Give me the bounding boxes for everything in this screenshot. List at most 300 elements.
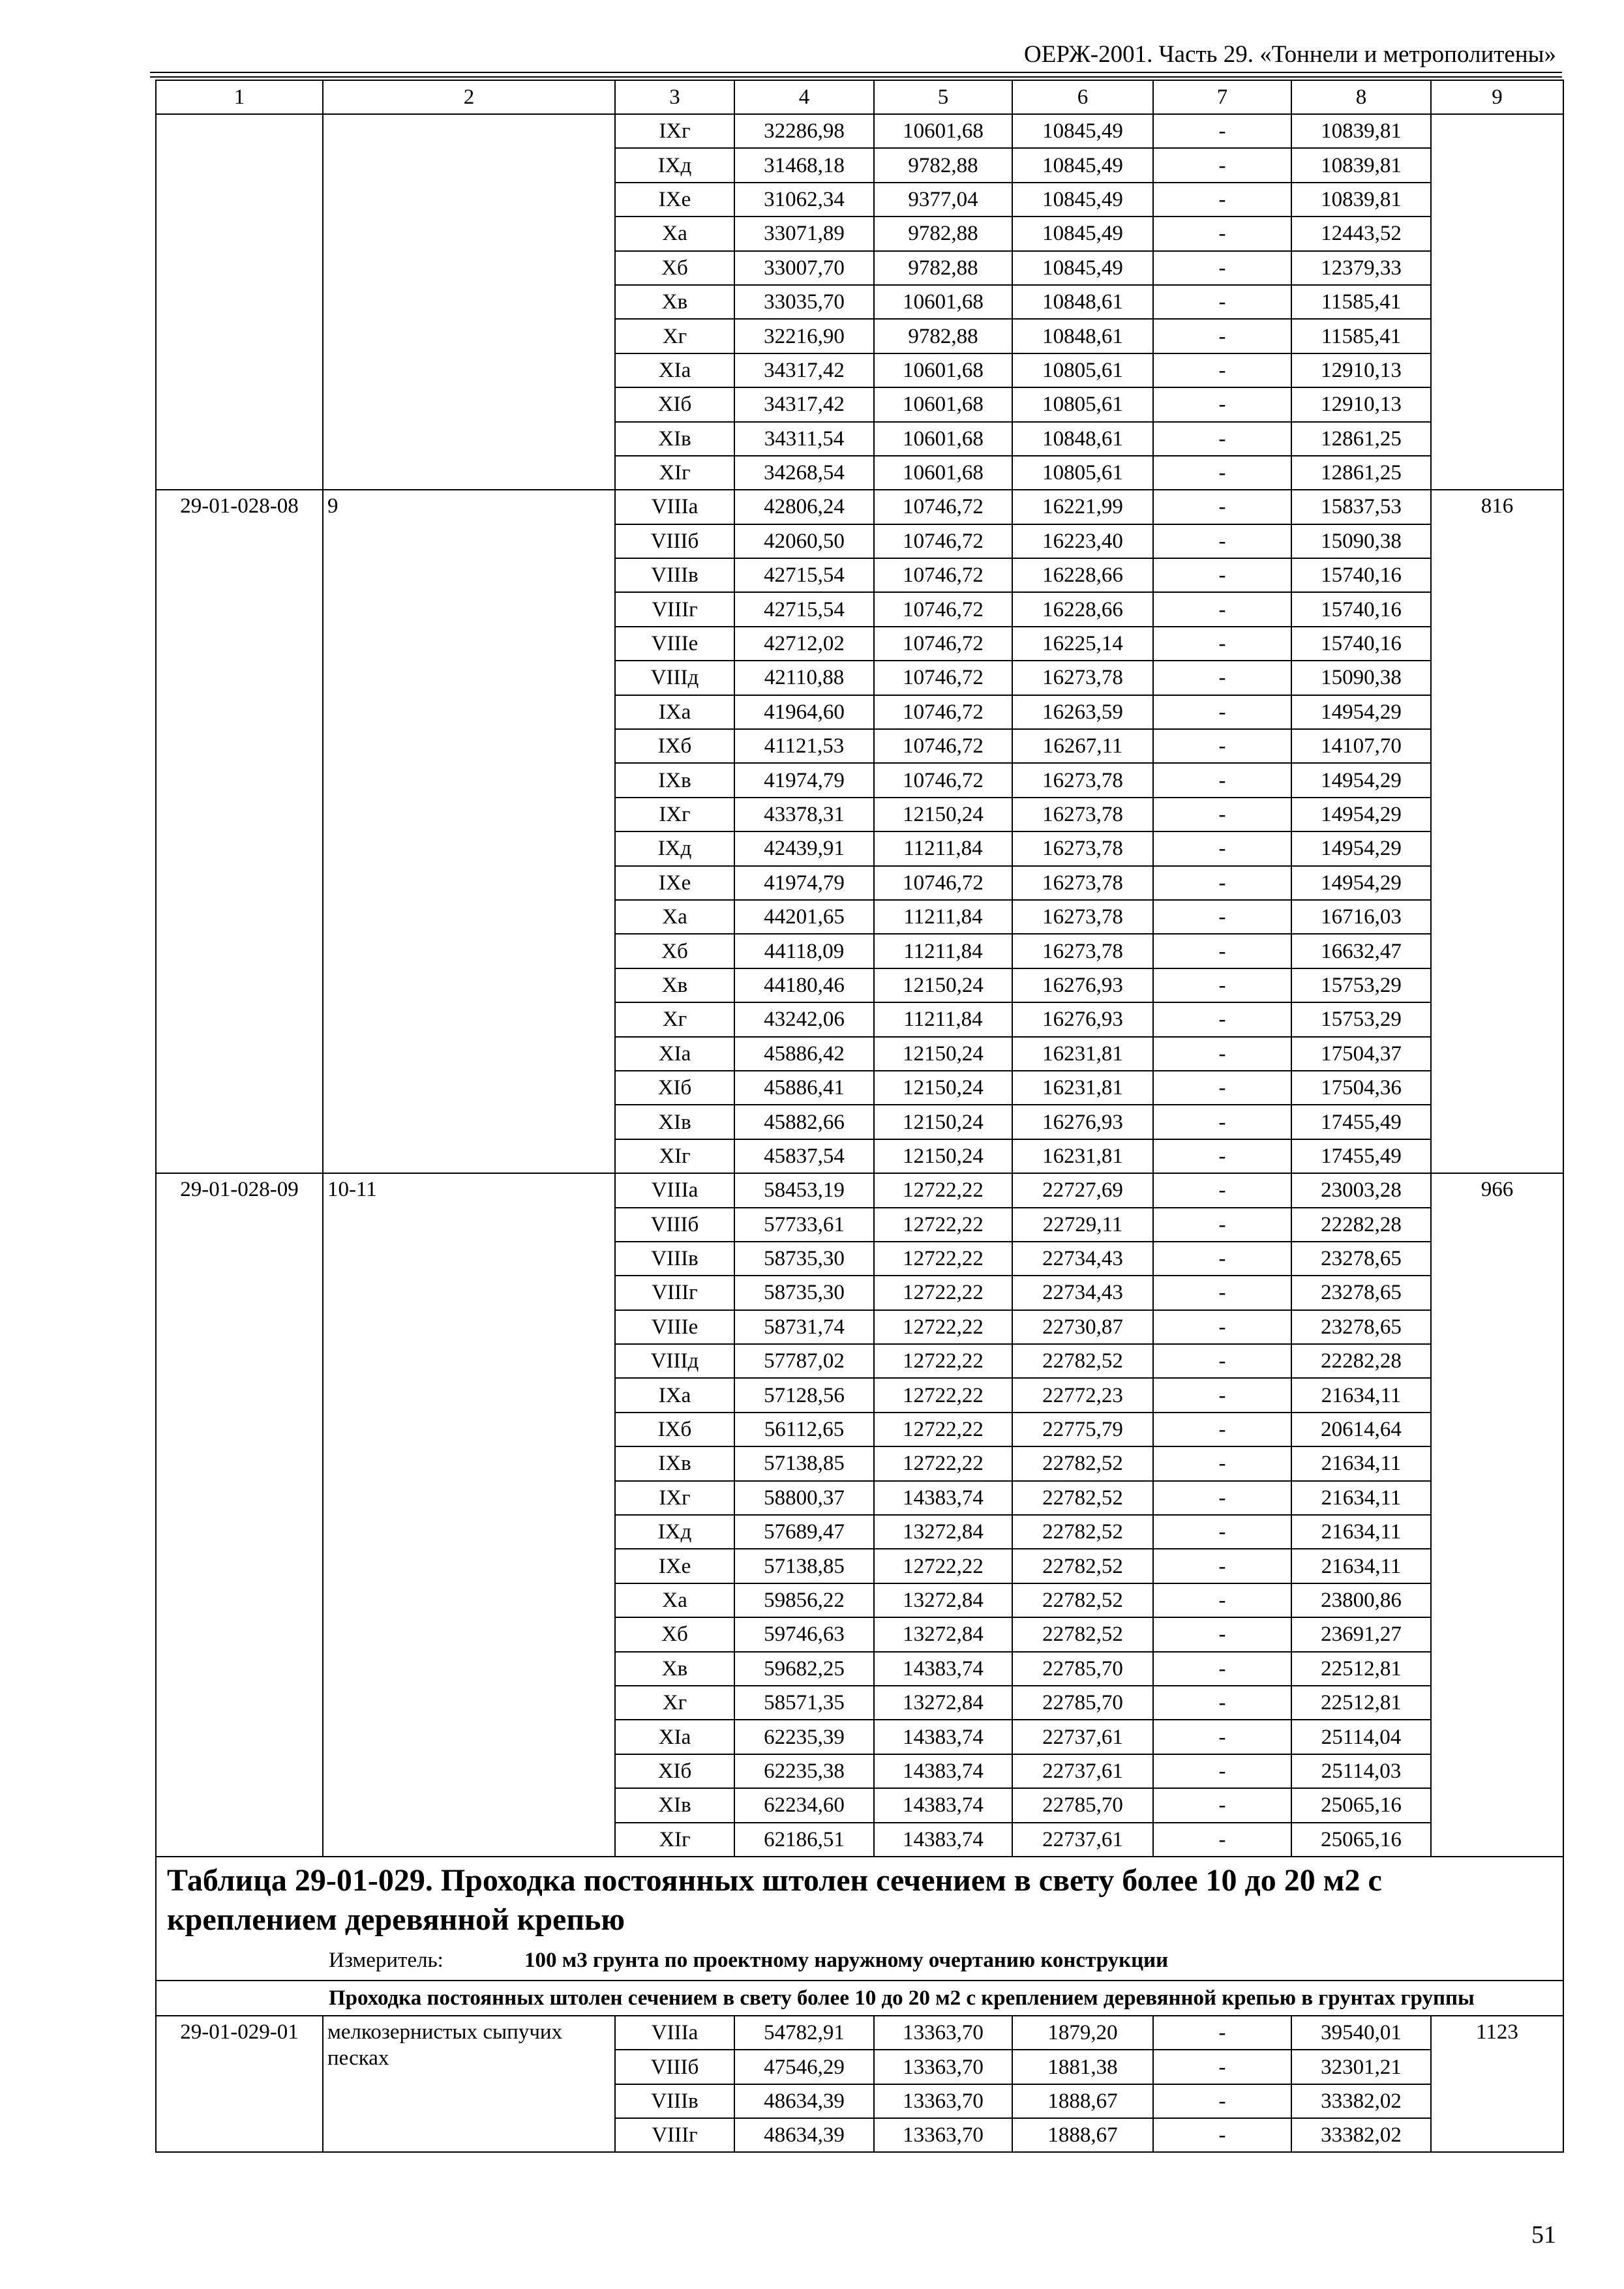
labor-cost-cell: 9782,88 xyxy=(874,319,1012,353)
soil-group-cell: Xв xyxy=(615,1652,734,1686)
labor-cost-cell: 12722,22 xyxy=(874,1446,1012,1480)
soil-group-cell: IXв xyxy=(615,763,734,797)
machine-cost-cell: 16221,99 xyxy=(1012,490,1153,524)
column-number-4: 4 xyxy=(734,80,874,114)
machine-cost-cell: 22782,52 xyxy=(1012,1549,1153,1583)
total-cost-cell: 34311,54 xyxy=(734,422,874,456)
soil-group-cell: XIа xyxy=(615,1720,734,1754)
rates-table xyxy=(155,80,1564,2153)
machinist-cost-cell: - xyxy=(1153,2050,1291,2084)
soil-group-cell: VIIIб xyxy=(615,1208,734,1242)
table-row xyxy=(156,490,1563,524)
labor-hours-cell: 816 xyxy=(1431,490,1563,1173)
machinist-cost-cell: - xyxy=(1153,353,1291,387)
labor-cost-cell: 9782,88 xyxy=(874,251,1012,285)
total-cost-cell: 45886,41 xyxy=(734,1071,874,1105)
materials-cost-cell: 12443,52 xyxy=(1291,217,1431,250)
labor-cost-cell: 12722,22 xyxy=(874,1173,1012,1207)
soil-group-cell: VIIIг xyxy=(615,2118,734,2152)
table-row xyxy=(156,114,1563,148)
machine-cost-cell: 1879,20 xyxy=(1012,2016,1153,2050)
soil-group-cell: Xб xyxy=(615,934,734,968)
materials-cost-cell: 16632,47 xyxy=(1291,934,1431,968)
labor-cost-cell: 9782,88 xyxy=(874,217,1012,250)
labor-cost-cell: 13363,70 xyxy=(874,2084,1012,2118)
total-cost-cell: 57733,61 xyxy=(734,1208,874,1242)
machine-cost-cell: 22785,70 xyxy=(1012,1652,1153,1686)
machine-cost-cell: 16276,93 xyxy=(1012,968,1153,1002)
total-cost-cell: 41121,53 xyxy=(734,729,874,763)
labor-cost-cell: 10601,68 xyxy=(874,387,1012,421)
labor-cost-cell: 12722,22 xyxy=(874,1344,1012,1378)
total-cost-cell: 42712,02 xyxy=(734,627,874,661)
soil-group-cell: Xг xyxy=(615,319,734,353)
labor-cost-cell: 10601,68 xyxy=(874,285,1012,319)
soil-group-cell: VIIIе xyxy=(615,627,734,661)
total-cost-cell: 57689,47 xyxy=(734,1515,874,1549)
soil-group-cell: IXе xyxy=(615,866,734,900)
materials-cost-cell: 22512,81 xyxy=(1291,1686,1431,1720)
soil-group-cell: IXг xyxy=(615,114,734,148)
labor-cost-cell: 14383,74 xyxy=(874,1652,1012,1686)
description-cell xyxy=(323,114,615,490)
soil-group-cell: VIIIб xyxy=(615,2050,734,2084)
materials-cost-cell: 15090,38 xyxy=(1291,661,1431,695)
table-title-row xyxy=(156,1857,1563,1981)
machinist-cost-cell: - xyxy=(1153,1788,1291,1822)
materials-cost-cell: 39540,01 xyxy=(1291,2016,1431,2050)
machinist-cost-cell: - xyxy=(1153,1139,1291,1173)
materials-cost-cell: 14954,29 xyxy=(1291,831,1431,865)
materials-cost-cell: 12910,13 xyxy=(1291,387,1431,421)
machinist-cost-cell: - xyxy=(1153,1344,1291,1378)
total-cost-cell: 42060,50 xyxy=(734,524,874,558)
soil-group-cell: Xа xyxy=(615,217,734,250)
total-cost-cell: 41964,60 xyxy=(734,695,874,729)
soil-group-cell: Xб xyxy=(615,1617,734,1651)
machine-cost-cell: 22782,52 xyxy=(1012,1515,1153,1549)
machine-cost-cell: 16273,78 xyxy=(1012,934,1153,968)
soil-group-cell: XIа xyxy=(615,353,734,387)
machine-cost-cell: 1888,67 xyxy=(1012,2084,1153,2118)
machinist-cost-cell: - xyxy=(1153,1617,1291,1651)
machine-cost-cell: 16231,81 xyxy=(1012,1139,1153,1173)
labor-cost-cell: 12150,24 xyxy=(874,798,1012,831)
machinist-cost-cell: - xyxy=(1153,661,1291,695)
total-cost-cell: 59746,63 xyxy=(734,1617,874,1651)
soil-group-cell: XIв xyxy=(615,1788,734,1822)
total-cost-cell: 58453,19 xyxy=(734,1173,874,1207)
total-cost-cell: 32216,90 xyxy=(734,319,874,353)
labor-cost-cell: 10746,72 xyxy=(874,729,1012,763)
soil-group-cell: VIIIб xyxy=(615,524,734,558)
unit-label: Измеритель: xyxy=(329,1948,444,1972)
total-cost-cell: 45837,54 xyxy=(734,1139,874,1173)
machine-cost-cell: 10845,49 xyxy=(1012,114,1153,148)
total-cost-cell: 34317,42 xyxy=(734,353,874,387)
total-cost-cell: 44180,46 xyxy=(734,968,874,1002)
machinist-cost-cell: - xyxy=(1153,422,1291,456)
soil-group-cell: Xа xyxy=(615,900,734,934)
soil-group-cell: IXг xyxy=(615,798,734,831)
total-cost-cell: 62235,38 xyxy=(734,1754,874,1788)
labor-cost-cell: 10601,68 xyxy=(874,456,1012,490)
soil-group-cell: IXе xyxy=(615,1549,734,1583)
soil-group-cell: VIIIв xyxy=(615,1242,734,1276)
materials-cost-cell: 23278,65 xyxy=(1291,1310,1431,1344)
soil-group-cell: IXв xyxy=(615,1446,734,1480)
machine-cost-cell: 22730,87 xyxy=(1012,1310,1153,1344)
materials-cost-cell: 25114,04 xyxy=(1291,1720,1431,1754)
materials-cost-cell: 33382,02 xyxy=(1291,2118,1431,2152)
machinist-cost-cell: - xyxy=(1153,558,1291,592)
machine-cost-cell: 16228,66 xyxy=(1012,558,1153,592)
soil-group-cell: Xа xyxy=(615,1583,734,1617)
description-cell: мелкозернистых сыпучих песках xyxy=(323,2016,615,2153)
labor-cost-cell: 11211,84 xyxy=(874,831,1012,865)
column-number-7: 7 xyxy=(1153,80,1291,114)
labor-cost-cell: 12722,22 xyxy=(874,1242,1012,1276)
labor-cost-cell: 13272,84 xyxy=(874,1617,1012,1651)
labor-cost-cell: 10601,68 xyxy=(874,114,1012,148)
materials-cost-cell: 21634,11 xyxy=(1291,1515,1431,1549)
machinist-cost-cell: - xyxy=(1153,251,1291,285)
machine-cost-cell: 16263,59 xyxy=(1012,695,1153,729)
labor-cost-cell: 11211,84 xyxy=(874,900,1012,934)
materials-cost-cell: 11585,41 xyxy=(1291,319,1431,353)
labor-cost-cell: 12722,22 xyxy=(874,1413,1012,1446)
machinist-cost-cell: - xyxy=(1153,524,1291,558)
machinist-cost-cell: - xyxy=(1153,729,1291,763)
soil-group-cell: VIIIе xyxy=(615,1310,734,1344)
materials-cost-cell: 25065,16 xyxy=(1291,1823,1431,1857)
machinist-cost-cell: - xyxy=(1153,217,1291,250)
total-cost-cell: 48634,39 xyxy=(734,2118,874,2152)
total-cost-cell: 54782,91 xyxy=(734,2016,874,2050)
materials-cost-cell: 14954,29 xyxy=(1291,798,1431,831)
materials-cost-cell: 17455,49 xyxy=(1291,1139,1431,1173)
machinist-cost-cell: - xyxy=(1153,798,1291,831)
machine-cost-cell: 10848,61 xyxy=(1012,422,1153,456)
soil-group-cell: VIIIа xyxy=(615,2016,734,2050)
labor-hours-cell: 1123 xyxy=(1431,2016,1563,2153)
machinist-cost-cell: - xyxy=(1153,456,1291,490)
machine-cost-cell: 10805,61 xyxy=(1012,456,1153,490)
rate-code-cell: 29-01-028-08 xyxy=(156,490,323,1173)
machine-cost-cell: 22782,52 xyxy=(1012,1344,1153,1378)
soil-group-cell: XIа xyxy=(615,1037,734,1071)
machine-cost-cell: 22775,79 xyxy=(1012,1413,1153,1446)
machine-cost-cell: 16225,14 xyxy=(1012,627,1153,661)
machinist-cost-cell: - xyxy=(1153,1105,1291,1139)
machine-cost-cell: 22785,70 xyxy=(1012,1788,1153,1822)
materials-cost-cell: 12910,13 xyxy=(1291,353,1431,387)
soil-group-cell: XIг xyxy=(615,1823,734,1857)
machine-cost-cell: 10805,61 xyxy=(1012,387,1153,421)
materials-cost-cell: 12861,25 xyxy=(1291,456,1431,490)
machine-cost-cell: 16273,78 xyxy=(1012,900,1153,934)
labor-cost-cell: 10601,68 xyxy=(874,422,1012,456)
materials-cost-cell: 33382,02 xyxy=(1291,2084,1431,2118)
description-cell: 9 xyxy=(323,490,615,1173)
soil-group-cell: IXд xyxy=(615,831,734,865)
rate-code-cell: 29-01-029-01 xyxy=(156,2016,323,2153)
machinist-cost-cell: - xyxy=(1153,1208,1291,1242)
unit-value: 100 м3 грунта по проектному наружному очертанию конструкции xyxy=(524,1948,1169,1972)
machine-cost-cell: 22782,52 xyxy=(1012,1481,1153,1515)
section-subheader-row xyxy=(156,1981,1563,2016)
soil-group-cell: XIг xyxy=(615,1139,734,1173)
machine-cost-cell: 16231,81 xyxy=(1012,1037,1153,1071)
machinist-cost-cell: - xyxy=(1153,934,1291,968)
column-number-2: 2 xyxy=(323,80,615,114)
total-cost-cell: 34317,42 xyxy=(734,387,874,421)
labor-cost-cell: 12722,22 xyxy=(874,1378,1012,1412)
unit-line xyxy=(160,1942,1559,1980)
machinist-cost-cell: - xyxy=(1153,968,1291,1002)
total-cost-cell: 33071,89 xyxy=(734,217,874,250)
materials-cost-cell: 11585,41 xyxy=(1291,285,1431,319)
machinist-cost-cell: - xyxy=(1153,2016,1291,2050)
total-cost-cell: 41974,79 xyxy=(734,866,874,900)
machine-cost-cell: 22729,11 xyxy=(1012,1208,1153,1242)
column-number-row xyxy=(156,80,1563,114)
total-cost-cell: 31062,34 xyxy=(734,183,874,217)
materials-cost-cell: 17504,37 xyxy=(1291,1037,1431,1071)
materials-cost-cell: 15837,53 xyxy=(1291,490,1431,524)
labor-cost-cell: 10746,72 xyxy=(874,627,1012,661)
machinist-cost-cell: - xyxy=(1153,627,1291,661)
soil-group-cell: IXб xyxy=(615,729,734,763)
machine-cost-cell: 22772,23 xyxy=(1012,1378,1153,1412)
materials-cost-cell: 15740,16 xyxy=(1291,592,1431,626)
materials-cost-cell: 22282,28 xyxy=(1291,1208,1431,1242)
total-cost-cell: 57138,85 xyxy=(734,1549,874,1583)
materials-cost-cell: 12861,25 xyxy=(1291,422,1431,456)
machinist-cost-cell: - xyxy=(1153,2084,1291,2118)
labor-cost-cell: 14383,74 xyxy=(874,1754,1012,1788)
machine-cost-cell: 10845,49 xyxy=(1012,148,1153,182)
machine-cost-cell: 16273,78 xyxy=(1012,763,1153,797)
labor-cost-cell: 12722,22 xyxy=(874,1549,1012,1583)
column-number-3: 3 xyxy=(615,80,734,114)
machinist-cost-cell: - xyxy=(1153,1515,1291,1549)
total-cost-cell: 57787,02 xyxy=(734,1344,874,1378)
labor-cost-cell: 12722,22 xyxy=(874,1208,1012,1242)
machine-cost-cell: 16273,78 xyxy=(1012,866,1153,900)
labor-cost-cell: 10601,68 xyxy=(874,353,1012,387)
machine-cost-cell: 10848,61 xyxy=(1012,285,1153,319)
machinist-cost-cell: - xyxy=(1153,1276,1291,1309)
machine-cost-cell: 16267,11 xyxy=(1012,729,1153,763)
machinist-cost-cell: - xyxy=(1153,114,1291,148)
materials-cost-cell: 23800,86 xyxy=(1291,1583,1431,1617)
labor-cost-cell: 10746,72 xyxy=(874,558,1012,592)
materials-cost-cell: 10839,81 xyxy=(1291,183,1431,217)
table-row xyxy=(156,1173,1563,1207)
labor-cost-cell: 10746,72 xyxy=(874,763,1012,797)
total-cost-cell: 42715,54 xyxy=(734,592,874,626)
labor-cost-cell: 12722,22 xyxy=(874,1310,1012,1344)
machinist-cost-cell: - xyxy=(1153,695,1291,729)
labor-cost-cell: 12150,24 xyxy=(874,968,1012,1002)
materials-cost-cell: 12379,33 xyxy=(1291,251,1431,285)
total-cost-cell: 62235,39 xyxy=(734,1720,874,1754)
materials-cost-cell: 14107,70 xyxy=(1291,729,1431,763)
labor-cost-cell: 13272,84 xyxy=(874,1583,1012,1617)
soil-group-cell: VIIIд xyxy=(615,1344,734,1378)
labor-cost-cell: 12722,22 xyxy=(874,1276,1012,1309)
soil-group-cell: IXа xyxy=(615,1378,734,1412)
labor-cost-cell: 13272,84 xyxy=(874,1686,1012,1720)
total-cost-cell: 48634,39 xyxy=(734,2084,874,2118)
machinist-cost-cell: - xyxy=(1153,1720,1291,1754)
labor-hours-cell xyxy=(1431,114,1563,490)
materials-cost-cell: 14954,29 xyxy=(1291,866,1431,900)
machinist-cost-cell: - xyxy=(1153,831,1291,865)
machinist-cost-cell: - xyxy=(1153,900,1291,934)
soil-group-cell: VIIIв xyxy=(615,2084,734,2118)
machine-cost-cell: 16223,40 xyxy=(1012,524,1153,558)
materials-cost-cell: 21634,11 xyxy=(1291,1378,1431,1412)
machinist-cost-cell: - xyxy=(1153,1583,1291,1617)
machinist-cost-cell: - xyxy=(1153,1686,1291,1720)
labor-cost-cell: 10746,72 xyxy=(874,490,1012,524)
machinist-cost-cell: - xyxy=(1153,1002,1291,1036)
machine-cost-cell: 16273,78 xyxy=(1012,661,1153,695)
materials-cost-cell: 15740,16 xyxy=(1291,627,1431,661)
column-number-6: 6 xyxy=(1012,80,1153,114)
machinist-cost-cell: - xyxy=(1153,1754,1291,1788)
labor-cost-cell: 11211,84 xyxy=(874,1002,1012,1036)
machine-cost-cell: 16273,78 xyxy=(1012,798,1153,831)
total-cost-cell: 42439,91 xyxy=(734,831,874,865)
machinist-cost-cell: - xyxy=(1153,148,1291,182)
total-cost-cell: 33007,70 xyxy=(734,251,874,285)
materials-cost-cell: 23691,27 xyxy=(1291,1617,1431,1651)
materials-cost-cell: 32301,21 xyxy=(1291,2050,1431,2084)
materials-cost-cell: 16716,03 xyxy=(1291,900,1431,934)
total-cost-cell: 45886,42 xyxy=(734,1037,874,1071)
total-cost-cell: 59682,25 xyxy=(734,1652,874,1686)
machinist-cost-cell: - xyxy=(1153,1652,1291,1686)
materials-cost-cell: 23278,65 xyxy=(1291,1242,1431,1276)
machinist-cost-cell: - xyxy=(1153,1242,1291,1276)
machinist-cost-cell: - xyxy=(1153,1413,1291,1446)
machinist-cost-cell: - xyxy=(1153,1549,1291,1583)
materials-cost-cell: 15740,16 xyxy=(1291,558,1431,592)
machinist-cost-cell: - xyxy=(1153,763,1291,797)
labor-cost-cell: 13363,70 xyxy=(874,2118,1012,2152)
machine-cost-cell: 1881,38 xyxy=(1012,2050,1153,2084)
machinist-cost-cell: - xyxy=(1153,1071,1291,1105)
total-cost-cell: 33035,70 xyxy=(734,285,874,319)
machine-cost-cell: 22782,52 xyxy=(1012,1446,1153,1480)
soil-group-cell: VIIIа xyxy=(615,490,734,524)
soil-group-cell: IXа xyxy=(615,695,734,729)
labor-cost-cell: 14383,74 xyxy=(874,1788,1012,1822)
materials-cost-cell: 10839,81 xyxy=(1291,148,1431,182)
total-cost-cell: 59856,22 xyxy=(734,1583,874,1617)
labor-cost-cell: 13363,70 xyxy=(874,2016,1012,2050)
labor-cost-cell: 13363,70 xyxy=(874,2050,1012,2084)
soil-group-cell: XIб xyxy=(615,1071,734,1105)
labor-cost-cell: 10746,72 xyxy=(874,592,1012,626)
labor-cost-cell: 14383,74 xyxy=(874,1481,1012,1515)
soil-group-cell: IXд xyxy=(615,148,734,182)
total-cost-cell: 41974,79 xyxy=(734,763,874,797)
materials-cost-cell: 17455,49 xyxy=(1291,1105,1431,1139)
machinist-cost-cell: - xyxy=(1153,2118,1291,2152)
machine-cost-cell: 16228,66 xyxy=(1012,592,1153,626)
soil-group-cell: IXб xyxy=(615,1413,734,1446)
machine-cost-cell: 16273,78 xyxy=(1012,831,1153,865)
header-rule-double xyxy=(150,76,1562,78)
materials-cost-cell: 25114,03 xyxy=(1291,1754,1431,1788)
machine-cost-cell: 16276,93 xyxy=(1012,1002,1153,1036)
machine-cost-cell: 10845,49 xyxy=(1012,217,1153,250)
labor-cost-cell: 12150,24 xyxy=(874,1105,1012,1139)
machine-cost-cell: 22727,69 xyxy=(1012,1173,1153,1207)
total-cost-cell: 58731,74 xyxy=(734,1310,874,1344)
soil-group-cell: Xг xyxy=(615,1686,734,1720)
total-cost-cell: 34268,54 xyxy=(734,456,874,490)
soil-group-cell: IXг xyxy=(615,1481,734,1515)
materials-cost-cell: 23003,28 xyxy=(1291,1173,1431,1207)
column-number-9: 9 xyxy=(1431,80,1563,114)
machine-cost-cell: 22785,70 xyxy=(1012,1686,1153,1720)
machinist-cost-cell: - xyxy=(1153,183,1291,217)
machine-cost-cell: 1888,67 xyxy=(1012,2118,1153,2152)
total-cost-cell: 31468,18 xyxy=(734,148,874,182)
machinist-cost-cell: - xyxy=(1153,1173,1291,1207)
materials-cost-cell: 21634,11 xyxy=(1291,1446,1431,1480)
labor-cost-cell: 12150,24 xyxy=(874,1139,1012,1173)
labor-cost-cell: 10746,72 xyxy=(874,866,1012,900)
machinist-cost-cell: - xyxy=(1153,866,1291,900)
soil-group-cell: VIIIг xyxy=(615,1276,734,1309)
total-cost-cell: 62234,60 xyxy=(734,1788,874,1822)
materials-cost-cell: 15753,29 xyxy=(1291,1002,1431,1036)
soil-group-cell: Xв xyxy=(615,285,734,319)
labor-cost-cell: 14383,74 xyxy=(874,1823,1012,1857)
table-title: Таблица 29-01-029. Проходка постоянных штолен сечением в свету более 10 до 20 м2 с креплением деревянной крепью xyxy=(167,1863,1382,1937)
labor-hours-cell: 966 xyxy=(1431,1173,1563,1857)
soil-group-cell: Xб xyxy=(615,251,734,285)
soil-group-cell: VIIIд xyxy=(615,661,734,695)
soil-group-cell: IXе xyxy=(615,183,734,217)
materials-cost-cell: 25065,16 xyxy=(1291,1788,1431,1822)
materials-cost-cell: 15753,29 xyxy=(1291,968,1431,1002)
total-cost-cell: 62186,51 xyxy=(734,1823,874,1857)
column-number-8: 8 xyxy=(1291,80,1431,114)
machinist-cost-cell: - xyxy=(1153,1037,1291,1071)
machine-cost-cell: 10805,61 xyxy=(1012,353,1153,387)
machinist-cost-cell: - xyxy=(1153,1823,1291,1857)
soil-group-cell: IXд xyxy=(615,1515,734,1549)
soil-group-cell: XIб xyxy=(615,1754,734,1788)
total-cost-cell: 44201,65 xyxy=(734,900,874,934)
page-number: 51 xyxy=(1531,2221,1556,2249)
total-cost-cell: 58735,30 xyxy=(734,1276,874,1309)
machine-cost-cell: 16231,81 xyxy=(1012,1071,1153,1105)
materials-cost-cell: 14954,29 xyxy=(1291,763,1431,797)
machine-cost-cell: 22782,52 xyxy=(1012,1583,1153,1617)
materials-cost-cell: 23278,65 xyxy=(1291,1276,1431,1309)
materials-cost-cell: 14954,29 xyxy=(1291,695,1431,729)
materials-cost-cell: 22282,28 xyxy=(1291,1344,1431,1378)
machinist-cost-cell: - xyxy=(1153,387,1291,421)
